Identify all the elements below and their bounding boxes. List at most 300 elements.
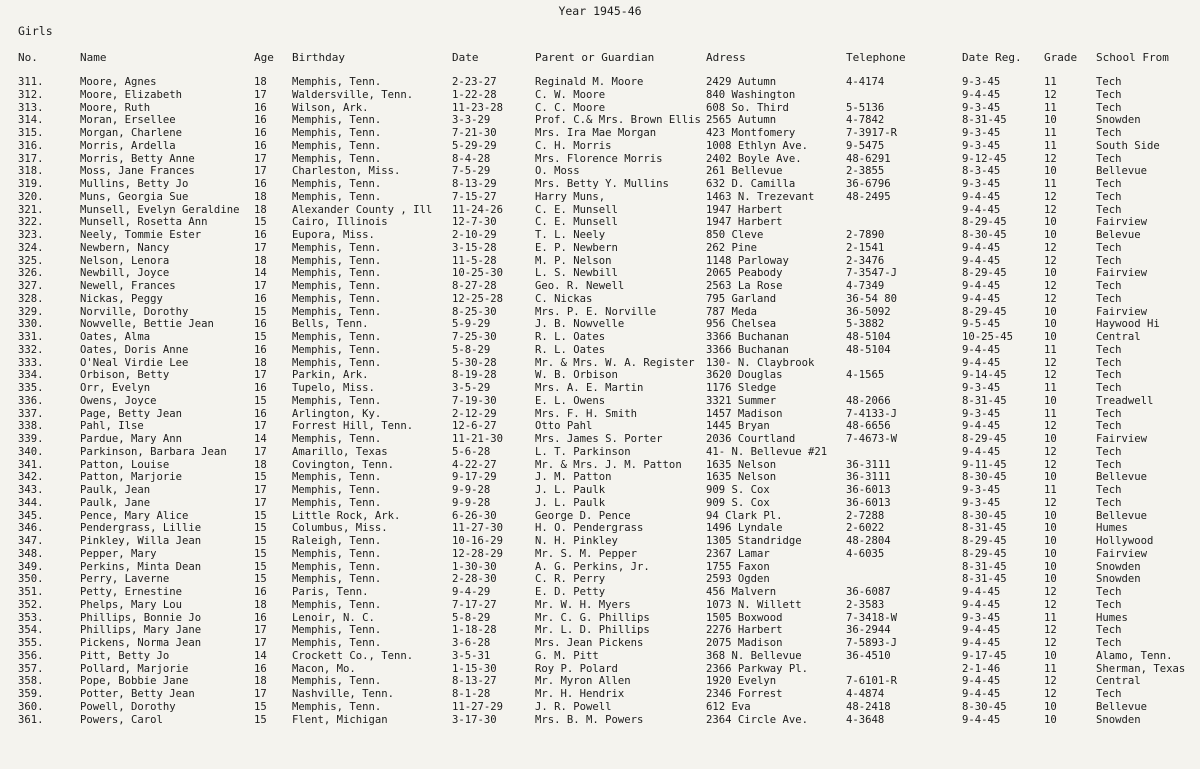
cell-grade: 10 — [1044, 267, 1057, 280]
cell-school-from: Tech — [1096, 369, 1122, 382]
cell-school-from: Tech — [1096, 637, 1122, 649]
header-no: No. — [18, 51, 38, 64]
cell-school-from: Sherman, Texas — [1096, 662, 1186, 675]
cell-school-from: Snowden — [1096, 114, 1141, 127]
cell-date: 7-5-29 — [452, 165, 491, 178]
cell-telephone: 36-5092 — [846, 305, 891, 318]
cell-address: 2065 Peabody — [706, 267, 783, 280]
cell-number: 320. — [18, 190, 44, 203]
table-row — [0, 561, 1200, 574]
cell-date: 2-12-29 — [452, 407, 497, 420]
cell-school-from: Snowden — [1096, 573, 1141, 586]
cell-birthday: Alexander County , Ill — [292, 203, 433, 216]
cell-date-reg: 9-4-45 — [962, 203, 1001, 216]
cell-parent: Mrs. A. E. Martin — [535, 382, 644, 394]
cell-parent: O. Moss — [535, 165, 580, 178]
table-row — [0, 280, 1200, 293]
table-row — [0, 165, 1200, 178]
cell-age: 18 — [254, 675, 267, 688]
cell-date: 8-19-28 — [452, 369, 497, 382]
cell-birthday: Eupora, Miss. — [292, 229, 375, 241]
cell-parent: J. L. Paulk — [535, 496, 606, 509]
cell-date: 11-24-26 — [452, 203, 504, 216]
cell-address: 632 D. Camilla — [706, 178, 796, 190]
cell-age: 16 — [254, 662, 267, 675]
cell-school-from: Snowden — [1096, 560, 1141, 573]
cell-date-reg: 9-4-45 — [962, 420, 1001, 433]
cell-name: Muns, Georgia Sue — [80, 190, 189, 203]
cell-number: 357. — [18, 662, 44, 675]
cell-name: Morris, Ardella — [80, 139, 176, 152]
cell-address: 1148 Parloway — [706, 254, 789, 267]
cell-parent: Mr. W. H. Myers — [535, 598, 631, 611]
cell-address: 2036 Courtland — [706, 433, 796, 445]
cell-address: 909 S. Cox — [706, 496, 770, 509]
cell-number: 329. — [18, 305, 44, 318]
cell-school-from: Tech — [1096, 496, 1122, 509]
cell-school-from: Hollywood — [1096, 535, 1154, 547]
cell-grade: 10 — [1044, 394, 1057, 407]
cell-parent: Mr. & Mrs. J. M. Patton — [535, 458, 682, 471]
cell-birthday: Crockett Co., Tenn. — [292, 649, 414, 662]
cell-grade: 12 — [1044, 356, 1057, 369]
cell-date-reg: 9-4-45 — [962, 280, 1001, 292]
cell-parent: Prof. C.& Mrs. Brown Ellis — [535, 114, 701, 127]
cell-address: 1305 Standridge — [706, 535, 802, 547]
table-row — [0, 318, 1200, 331]
cell-telephone: 2-3855 — [846, 165, 885, 178]
cell-grade: 12 — [1044, 292, 1057, 305]
cell-name: Perkins, Minta Dean — [80, 560, 202, 573]
cell-school-from: Bellevue — [1096, 700, 1148, 713]
cell-date-reg: 9-4-45 — [962, 88, 1001, 101]
cell-name: Moore, Agnes — [80, 76, 157, 88]
cell-grade: 12 — [1044, 598, 1057, 611]
cell-parent: J. R. Powell — [535, 700, 612, 713]
cell-name: Pollard, Marjorie — [80, 662, 189, 675]
cell-age: 15 — [254, 509, 267, 522]
cell-telephone: 36-3111 — [846, 458, 891, 471]
cell-date-reg: 8-29-45 — [962, 433, 1007, 445]
table-row — [0, 76, 1200, 89]
cell-parent: C. E. Munsell — [535, 203, 618, 216]
cell-school-from: Tech — [1096, 356, 1122, 369]
cell-date-reg: 9-4-45 — [962, 254, 1001, 267]
cell-telephone: 7-5893-J — [846, 637, 898, 649]
cell-age: 18 — [254, 356, 267, 369]
cell-telephone: 4-7349 — [846, 280, 885, 292]
cell-date: 10-16-29 — [452, 535, 504, 547]
cell-number: 360. — [18, 700, 44, 713]
cell-address: 850 Cleve — [706, 229, 764, 241]
table-row — [0, 382, 1200, 395]
cell-number: 315. — [18, 127, 44, 139]
cell-parent: Harry Muns, — [535, 190, 606, 203]
cell-grade: 12 — [1044, 637, 1057, 649]
cell-birthday: Amarillo, Texas — [292, 445, 388, 458]
cell-grade: 10 — [1044, 216, 1057, 229]
cell-date: 5-30-28 — [452, 356, 497, 369]
cell-birthday: Cairo, Illinois — [292, 216, 388, 229]
cell-grade: 10 — [1044, 331, 1057, 343]
cell-parent: C. E. Munsell — [535, 216, 618, 229]
cell-date-reg: 8-3-45 — [962, 165, 1001, 178]
cell-name: Paulk, Jane — [80, 496, 151, 509]
cell-address: 1445 Bryan — [706, 420, 770, 433]
cell-name: Oates, Alma — [80, 331, 151, 343]
cell-date: 11-5-28 — [452, 254, 497, 267]
cell-number: 354. — [18, 624, 44, 637]
cell-address: 1947 Harbert — [706, 216, 783, 229]
cell-grade: 10 — [1044, 573, 1057, 586]
cell-grade: 10 — [1044, 433, 1057, 445]
cell-telephone: 36-6796 — [846, 178, 891, 190]
cell-parent: C. W. Moore — [535, 88, 606, 101]
cell-school-from: Bellevue — [1096, 471, 1148, 484]
cell-school-from: Humes — [1096, 522, 1128, 535]
cell-age: 15 — [254, 573, 267, 586]
cell-date-reg: 9-3-45 — [962, 407, 1001, 420]
cell-age: 15 — [254, 394, 267, 407]
cell-parent: C. C. Moore — [535, 101, 606, 114]
cell-date: 11-23-28 — [452, 101, 504, 114]
cell-address: 261 Bellevue — [706, 165, 783, 178]
cell-address: 795 Garland — [706, 292, 777, 305]
cell-parent: Mrs. James S. Porter — [535, 433, 663, 445]
cell-address: 130- N. Claybrook — [706, 356, 815, 369]
cell-birthday: Columbus, Miss. — [292, 522, 388, 535]
cell-number: 358. — [18, 675, 44, 688]
cell-birthday: Memphis, Tenn. — [292, 190, 382, 203]
cell-parent: Mrs. Florence Morris — [535, 152, 663, 165]
cell-date: 6-26-30 — [452, 509, 497, 522]
cell-parent: J. L. Paulk — [535, 484, 606, 496]
cell-name: Phillips, Mary Jane — [80, 624, 202, 637]
cell-birthday: Memphis, Tenn. — [292, 76, 382, 88]
cell-school-from: Tech — [1096, 88, 1122, 101]
cell-birthday: Memphis, Tenn. — [292, 280, 382, 292]
cell-birthday: Memphis, Tenn. — [292, 267, 382, 280]
cell-birthday: Memphis, Tenn. — [292, 254, 382, 267]
cell-age: 16 — [254, 318, 267, 331]
cell-age: 17 — [254, 637, 267, 649]
cell-parent: E. D. Petty — [535, 586, 606, 598]
cell-date-reg: 9-4-45 — [962, 356, 1001, 369]
cell-birthday: Forrest Hill, Tenn. — [292, 420, 414, 433]
cell-number: 326. — [18, 267, 44, 280]
cell-school-from: Tech — [1096, 76, 1122, 88]
cell-number: 351. — [18, 586, 44, 598]
table-row — [0, 510, 1200, 523]
cell-age: 16 — [254, 139, 267, 152]
cell-birthday: Tupelo, Miss. — [292, 382, 375, 394]
cell-school-from: Tech — [1096, 101, 1122, 114]
cell-date: 7-17-27 — [452, 598, 497, 611]
cell-name: Munsell, Rosetta Ann — [80, 216, 208, 229]
cell-parent: Mr. L. D. Phillips — [535, 624, 650, 637]
cell-school-from: Tech — [1096, 458, 1122, 471]
cell-address: 1008 Ethlyn Ave. — [706, 139, 809, 152]
header-birthday: Birthday — [292, 51, 345, 64]
cell-age: 17 — [254, 152, 267, 165]
cell-number: 334. — [18, 369, 44, 382]
cell-date-reg: 8-29-45 — [962, 305, 1007, 318]
cell-telephone: 5-3882 — [846, 318, 885, 331]
cell-birthday: Memphis, Tenn. — [292, 471, 382, 484]
cell-date: 8-25-30 — [452, 305, 497, 318]
cell-telephone: 4-1565 — [846, 369, 885, 382]
table-row — [0, 216, 1200, 229]
cell-address: 3366 Buchanan — [706, 331, 789, 343]
cell-parent: G. M. Pitt — [535, 649, 599, 662]
cell-date: 5-29-29 — [452, 139, 497, 152]
cell-age: 17 — [254, 688, 267, 700]
cell-number: 337. — [18, 407, 44, 420]
cell-address: 2563 La Rose — [706, 280, 783, 292]
cell-birthday: Memphis, Tenn. — [292, 484, 382, 496]
cell-name: Pence, Mary Alice — [80, 509, 189, 522]
cell-number: 344. — [18, 496, 44, 509]
cell-date: 7-25-30 — [452, 331, 497, 343]
cell-parent: Mrs. Ira Mae Morgan — [535, 127, 657, 139]
cell-grade: 11 — [1044, 127, 1057, 139]
cell-age: 15 — [254, 547, 267, 560]
cell-name: Pinkley, Willa Jean — [80, 535, 202, 547]
cell-date: 8-13-29 — [452, 178, 497, 190]
cell-date-reg: 9-4-45 — [962, 675, 1001, 688]
cell-telephone: 36-2944 — [846, 624, 891, 637]
cell-address: 1505 Boxwood — [706, 611, 783, 624]
cell-address: 2364 Circle Ave. — [706, 713, 809, 726]
cell-number: 346. — [18, 522, 44, 535]
cell-number: 327. — [18, 280, 44, 292]
cell-name: Newbern, Nancy — [80, 241, 170, 254]
cell-parent: George D. Pence — [535, 509, 631, 522]
cell-address: 1073 N. Willett — [706, 598, 802, 611]
cell-date-reg: 9-5-45 — [962, 318, 1001, 331]
cell-date-reg: 8-30-45 — [962, 509, 1007, 522]
cell-parent: H. O. Pendergrass — [535, 522, 644, 535]
cell-birthday: Memphis, Tenn. — [292, 547, 382, 560]
table-row — [0, 191, 1200, 204]
cell-date: 10-25-30 — [452, 267, 504, 280]
cell-age: 18 — [254, 254, 267, 267]
cell-address: 423 Montfomery — [706, 127, 796, 139]
cell-birthday: Memphis, Tenn. — [292, 178, 382, 190]
cell-address: 2366 Parkway Pl. — [706, 662, 809, 675]
cell-grade: 12 — [1044, 280, 1057, 292]
cell-age: 16 — [254, 292, 267, 305]
cell-number: 318. — [18, 165, 44, 178]
cell-date-reg: 9-3-45 — [962, 139, 1001, 152]
cell-age: 18 — [254, 458, 267, 471]
cell-address: 612 Eva — [706, 700, 751, 713]
cell-date: 7-21-30 — [452, 127, 497, 139]
cell-telephone: 48-5104 — [846, 343, 891, 356]
cell-name: Moore, Elizabeth — [80, 88, 183, 101]
cell-number: 316. — [18, 139, 44, 152]
table-row — [0, 153, 1200, 166]
cell-parent: Geo. R. Newell — [535, 280, 625, 292]
cell-date-reg: 9-4-45 — [962, 637, 1001, 649]
cell-grade: 10 — [1044, 318, 1057, 331]
cell-address: 3321 Summer — [706, 394, 777, 407]
cell-name: Perry, Laverne — [80, 573, 170, 586]
cell-grade: 11 — [1044, 407, 1057, 420]
cell-telephone: 48-6656 — [846, 420, 891, 433]
cell-date: 9-9-28 — [452, 496, 491, 509]
cell-name: Nowvelle, Bettie Jean — [80, 318, 214, 331]
cell-birthday: Memphis, Tenn. — [292, 394, 382, 407]
cell-date-reg: 9-3-45 — [962, 484, 1001, 496]
cell-telephone: 36-6013 — [846, 496, 891, 509]
cell-number: 356. — [18, 649, 44, 662]
cell-parent: N. H. Pinkley — [535, 535, 618, 547]
cell-grade: 10 — [1044, 229, 1057, 241]
cell-address: 1463 N. Trezevant — [706, 190, 815, 203]
cell-name: Nickas, Peggy — [80, 292, 163, 305]
section-label: Girls — [18, 24, 53, 38]
cell-number: 340. — [18, 445, 44, 458]
cell-date-reg: 8-29-45 — [962, 547, 1007, 560]
cell-age: 17 — [254, 165, 267, 178]
cell-age: 17 — [254, 241, 267, 254]
cell-school-from: South Side — [1096, 139, 1160, 152]
table-row — [0, 408, 1200, 421]
cell-telephone: 2-6022 — [846, 522, 885, 535]
cell-age: 15 — [254, 700, 267, 713]
cell-date-reg: 9-11-45 — [962, 458, 1007, 471]
cell-birthday: Parkin, Ark. — [292, 369, 369, 382]
cell-address: 2075 Madison — [706, 637, 783, 649]
cell-name: Moran, Ersellee — [80, 114, 176, 127]
cell-number: 348. — [18, 547, 44, 560]
cell-age: 17 — [254, 420, 267, 433]
cell-date: 2-28-30 — [452, 573, 497, 586]
header-date-reg: Date Reg. — [962, 51, 1022, 64]
table-row — [0, 178, 1200, 191]
cell-birthday: Little Rock, Ark. — [292, 509, 401, 522]
cell-school-from: Alamo, Tenn. — [1096, 649, 1173, 662]
cell-date-reg: 8-31-45 — [962, 560, 1007, 573]
cell-school-from: Tech — [1096, 624, 1122, 637]
cell-birthday: Memphis, Tenn. — [292, 624, 382, 637]
cell-birthday: Covington, Tenn. — [292, 458, 395, 471]
table-row — [0, 714, 1200, 727]
cell-number: 349. — [18, 560, 44, 573]
cell-number: 353. — [18, 611, 44, 624]
cell-parent: Mrs. B. M. Powers — [535, 713, 644, 726]
cell-parent: Mr. Myron Allen — [535, 675, 631, 688]
cell-telephone: 48-5104 — [846, 331, 891, 343]
cell-school-from: Fairview — [1096, 216, 1148, 229]
cell-parent: E. P. Newbern — [535, 241, 618, 254]
cell-number: 343. — [18, 484, 44, 496]
cell-grade: 12 — [1044, 203, 1057, 216]
cell-birthday: Bells, Tenn. — [292, 318, 369, 331]
cell-birthday: Memphis, Tenn. — [292, 292, 382, 305]
cell-parent: R. L. Oates — [535, 343, 606, 356]
cell-date: 2-23-27 — [452, 76, 497, 88]
cell-date: 8-1-28 — [452, 688, 491, 700]
table-row — [0, 102, 1200, 115]
cell-age: 16 — [254, 611, 267, 624]
cell-age: 17 — [254, 280, 267, 292]
cell-date-reg: 9-4-45 — [962, 241, 1001, 254]
table-row — [0, 701, 1200, 714]
cell-school-from: Tech — [1096, 190, 1122, 203]
cell-telephone: 36-6013 — [846, 484, 891, 496]
cell-grade: 10 — [1044, 547, 1057, 560]
cell-date: 9-9-28 — [452, 484, 491, 496]
cell-number: 342. — [18, 471, 44, 484]
table-row — [0, 484, 1200, 497]
cell-date: 3-3-29 — [452, 114, 491, 127]
cell-name: Phillips, Bonnie Jo — [80, 611, 202, 624]
cell-date: 3-6-28 — [452, 637, 491, 649]
cell-grade: 10 — [1044, 114, 1057, 127]
cell-birthday: Memphis, Tenn. — [292, 496, 382, 509]
cell-grade: 12 — [1044, 241, 1057, 254]
cell-name: Pendergrass, Lillie — [80, 522, 202, 535]
cell-telephone: 7-3418-W — [846, 611, 898, 624]
cell-age: 18 — [254, 598, 267, 611]
cell-number: 339. — [18, 433, 44, 445]
cell-date-reg: 9-3-45 — [962, 178, 1001, 190]
cell-parent: J. B. Nowvelle — [535, 318, 625, 331]
cell-school-from: Tech — [1096, 598, 1122, 611]
cell-name: Phelps, Mary Lou — [80, 598, 183, 611]
cell-number: 321. — [18, 203, 44, 216]
cell-date: 5-8-29 — [452, 611, 491, 624]
cell-telephone: 36-4510 — [846, 649, 891, 662]
cell-name: Patton, Louise — [80, 458, 170, 471]
cell-telephone: 7-4673-W — [846, 433, 898, 445]
cell-school-from: Tech — [1096, 420, 1122, 433]
cell-address: 2346 Forrest — [706, 688, 783, 700]
cell-date: 3-5-29 — [452, 382, 491, 394]
cell-birthday: Memphis, Tenn. — [292, 343, 382, 356]
cell-name: Powers, Carol — [80, 713, 163, 726]
cell-school-from: Treadwell — [1096, 394, 1154, 407]
cell-date: 9-4-29 — [452, 586, 491, 598]
cell-telephone: 7-6101-R — [846, 675, 898, 688]
cell-grade: 12 — [1044, 369, 1057, 382]
cell-number: 359. — [18, 688, 44, 700]
cell-address: 608 So. Third — [706, 101, 789, 114]
cell-name: Parkinson, Barbara Jean — [80, 445, 227, 458]
cell-address: 1496 Lyndale — [706, 522, 783, 535]
cell-school-from: Tech — [1096, 382, 1122, 394]
cell-parent: Mr. H. Hendrix — [535, 688, 625, 700]
header-name: Name — [80, 51, 107, 64]
cell-grade: 11 — [1044, 611, 1057, 624]
cell-date-reg: 9-3-45 — [962, 127, 1001, 139]
table-row — [0, 624, 1200, 637]
cell-date: 11-27-30 — [452, 522, 504, 535]
cell-school-from: Central — [1096, 331, 1141, 343]
cell-name: Pickens, Norma Jean — [80, 637, 202, 649]
page-title: Year 1945-46 — [558, 4, 642, 18]
cell-number: 331. — [18, 331, 44, 343]
cell-telephone: 2-3583 — [846, 598, 885, 611]
cell-age: 14 — [254, 267, 267, 280]
cell-date-reg: 9-4-45 — [962, 713, 1001, 726]
cell-date: 3-17-30 — [452, 713, 497, 726]
cell-date-reg: 9-3-45 — [962, 76, 1001, 88]
cell-grade: 11 — [1044, 343, 1057, 356]
cell-age: 15 — [254, 216, 267, 229]
